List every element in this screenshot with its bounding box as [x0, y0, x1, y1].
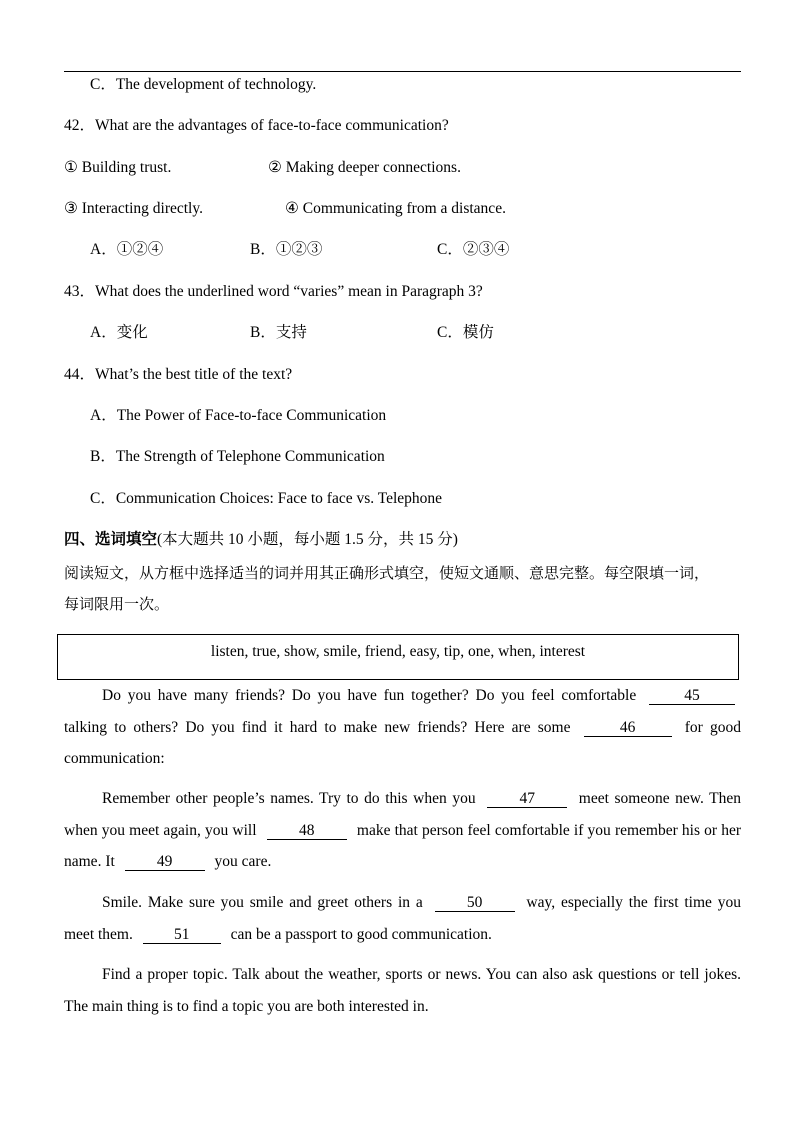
q44-option-c: C．Communication Choices: Face to face vs. Telephone: [90, 490, 443, 507]
p1-text-3: for good communication:: [64, 718, 741, 767]
blank-49[interactable]: 49: [125, 853, 205, 871]
blank-47[interactable]: 47: [487, 790, 567, 808]
section-instruction-line1: 阅读短文，从方框中选择适当的词并用其正确形式填空，使短文通顺、意思完整。每空限填一词，: [64, 566, 710, 582]
q43-option-a: A．变化: [90, 324, 148, 341]
passage-paragraph-3: [64, 887, 741, 950]
passage-paragraph-2: [64, 783, 741, 878]
blank-46[interactable]: 46: [584, 719, 672, 737]
q42-question: 42．What are the advantages of face-to-face communication?: [64, 117, 449, 134]
p3-text-2: way, especially the first time you meet them.: [64, 894, 741, 943]
q44-option-b: B．The Strength of Telephone Communication: [90, 448, 385, 465]
header-rule: [64, 71, 741, 72]
p2-text-1: Remember other people’s names. Try to do this when you: [102, 790, 476, 807]
q44-option-a: A．The Power of Face-to-face Communication: [90, 407, 387, 424]
section-instruction-line2: 每词限用一次。: [64, 597, 170, 613]
blank-50[interactable]: 50: [435, 894, 515, 912]
passage-paragraph-1: [64, 680, 741, 775]
q42-item-2: ② Making deeper connections.: [268, 159, 461, 176]
p2-text-4: you care.: [214, 853, 272, 870]
p2-text-2: meet someone new. Then when you meet again, you will: [64, 790, 742, 839]
q44-question: 44．What’s the best title of the text?: [64, 366, 293, 383]
q43-question: 43．What does the underlined word “varies” mean in Paragraph 3?: [64, 283, 483, 300]
q42-item-4: ④ Communicating from a distance.: [285, 200, 506, 217]
section-meta: (本大题共 10 小题，每小题 1.5 分，共 15 分): [157, 531, 458, 548]
blank-45[interactable]: 45: [649, 687, 735, 705]
q41-option-c: C．The development of technology.: [90, 76, 317, 93]
blank-48[interactable]: 48: [267, 822, 347, 840]
word-bank-box: [57, 634, 739, 680]
p2-text-3: make that person feel comfortable if you remember his or her name. It: [64, 821, 742, 870]
word-bank-text: listen, true, show, smile, friend, easy, tip, one, when, interest: [210, 643, 586, 660]
passage-paragraph-4: [64, 959, 741, 1022]
p1-text-2: talking to others? Do you find it hard to make new friends? Here are some: [64, 718, 571, 736]
section-title: [64, 530, 458, 550]
p3-text-3: can be a passport to good communication.: [230, 925, 492, 943]
q43-option-b: B．支持: [250, 324, 307, 341]
p4-text-1: Find a proper topic. Talk about the weather, sports or news. You can also ask questions or tell jokes. The main thing is to find a topic you are both interested in.: [64, 966, 741, 1015]
q43-option-c: C．模仿: [437, 324, 494, 341]
q42-item-3: ③ Interacting directly.: [64, 200, 203, 217]
p1-text-1: Do you have many friends? Do you have fun together? Do you feel comfortable: [102, 687, 637, 704]
q42-option-b: B．①②③: [250, 241, 323, 258]
p3-text-1: Smile. Make sure you smile and greet others in a: [102, 894, 423, 911]
blank-51[interactable]: 51: [143, 926, 221, 944]
q42-option-a: A．①②④: [90, 241, 164, 258]
q42-option-c: C．②③④: [437, 241, 510, 258]
q42-item-1: ① Building trust.: [64, 159, 172, 176]
section-heading: 四、选词填空: [64, 531, 158, 548]
